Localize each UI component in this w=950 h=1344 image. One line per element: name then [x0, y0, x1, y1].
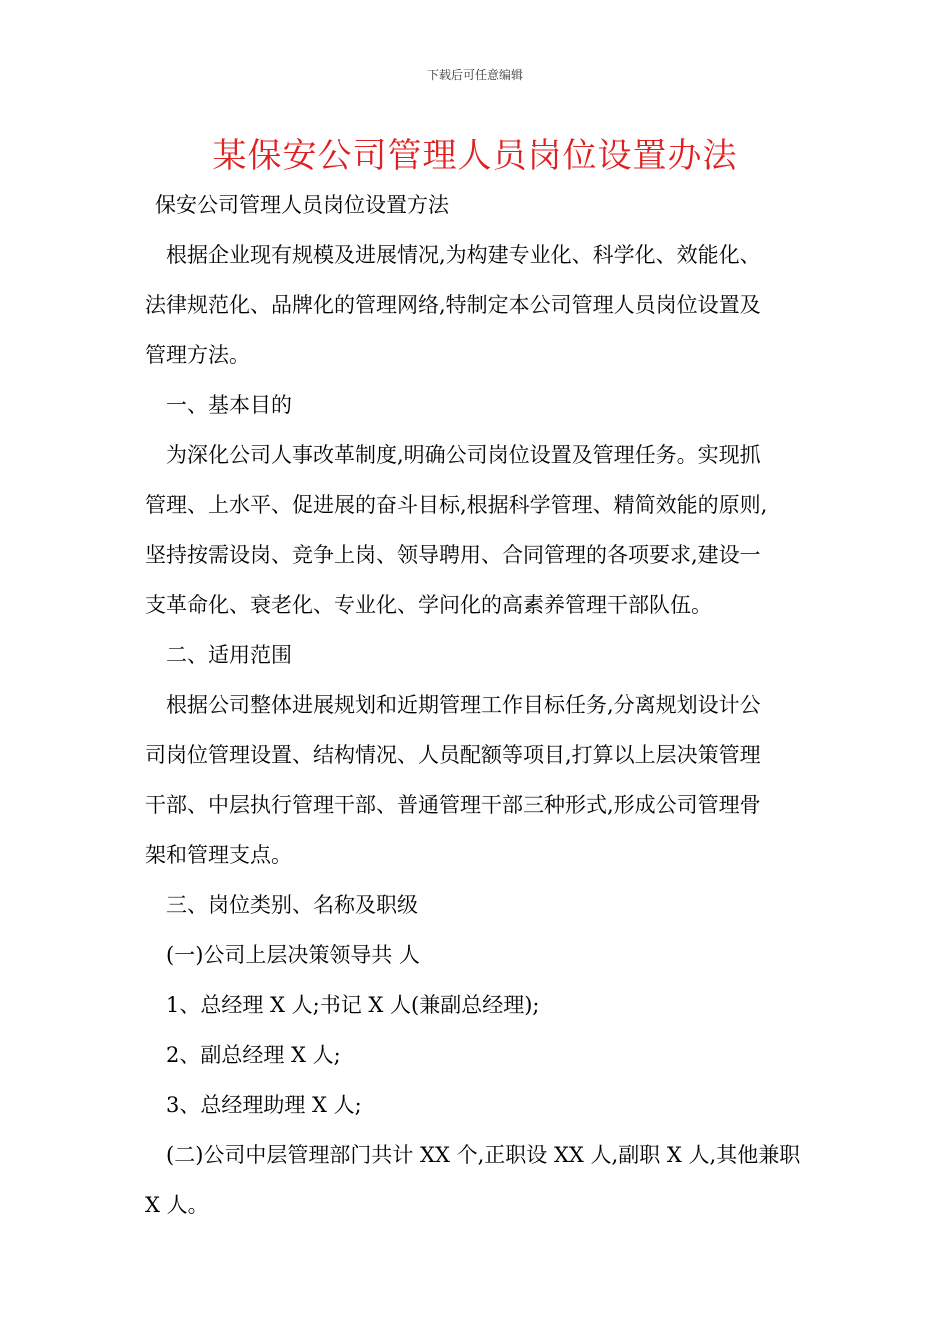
- section-heading: 三、岗位类别、名称及职级: [166, 893, 418, 917]
- document-title: 某保安公司管理人员岗位设置办法: [212, 136, 738, 176]
- document-subtitle: 保安公司管理人员岗位设置方法: [155, 193, 449, 217]
- header-note: 下载后可任意编辑: [426, 68, 523, 82]
- text-line: 干部、中层执行管理干部、普通管理干部三种形式,形成公司管理骨: [145, 793, 761, 817]
- text-line: 管理、上水平、促进展的奋斗目标,根据科学管理、精简效能的原则,: [145, 493, 768, 517]
- text-line: 坚持按需设岗、竞争上岗、领导聘用、合同管理的各项要求,建设一: [145, 543, 761, 567]
- text-line: 法律规范化、品牌化的管理网络,特制定本公司管理人员岗位设置及: [145, 293, 761, 317]
- text-line: 司岗位管理设置、结构情况、人员配额等项目,打算以上层决策管理: [145, 743, 761, 767]
- text-line: 根据企业现有规模及进展情况,为构建专业化、科学化、效能化、: [166, 243, 761, 267]
- subsection-heading: (二)公司中层管理部门共计 XX 个,正职设 XX 人,副职 X 人,其他兼职: [166, 1143, 801, 1167]
- section-heading: 二、适用范围: [166, 643, 292, 667]
- text-line: 支革命化、衰老化、专业化、学问化的高素养管理干部队伍。: [145, 593, 712, 617]
- text-line: 为深化公司人事改革制度,明确公司岗位设置及管理任务。实现抓: [166, 443, 761, 467]
- document-body: [145, 180, 810, 1230]
- list-item: 1、总经理 X 人;书记 X 人(兼副总经理);: [166, 993, 540, 1017]
- subsection-heading: (一)公司上层决策领导共 人: [166, 943, 421, 967]
- section-heading: 一、基本目的: [166, 393, 292, 417]
- text-line: 根据公司整体进展规划和近期管理工作目标任务,分离规划设计公: [166, 693, 761, 717]
- text-line: X 人。: [145, 1193, 209, 1217]
- list-item: 2、副总经理 X 人;: [166, 1043, 341, 1067]
- list-item: 3、总经理助理 X 人;: [166, 1093, 362, 1117]
- text-line: 架和管理支点。: [145, 843, 292, 867]
- text-line: 管理方法。: [145, 343, 250, 367]
